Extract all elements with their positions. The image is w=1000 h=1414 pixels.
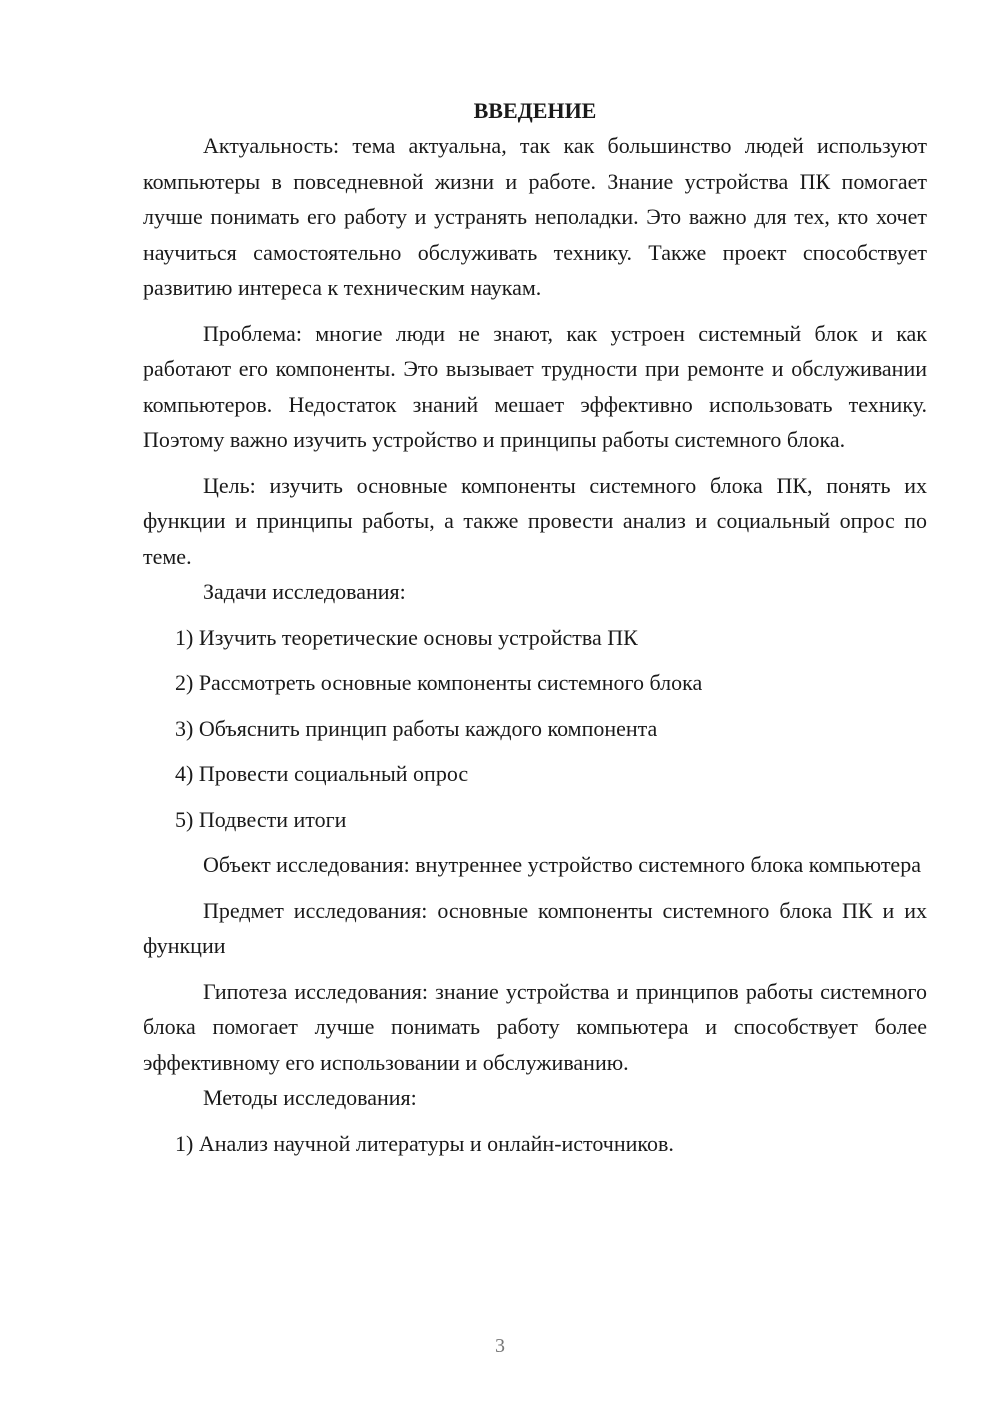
task-item-4: 4) Провести социальный опрос (175, 761, 469, 786)
page-number: 3 (495, 1335, 505, 1357)
goal-paragraph: Цель: изучить основные компоненты системного блока ПК, понять их функции и принципы работы, а также провести анализ и социальный опрос по теме. (143, 472, 927, 569)
object-paragraph: Объект исследования: внутреннее устройство системного блока компьютера (203, 852, 921, 877)
methods-list (143, 1126, 927, 1162)
page-content (143, 93, 927, 1161)
method-item-1: 1) Анализ научной литературы и онлайн-источников. (175, 1130, 674, 1156)
tasks-heading: Задачи исследования: (203, 579, 406, 604)
subject-paragraph: Предмет исследования: основные компоненты системного блока ПК и их функции (143, 897, 927, 958)
hypothesis-paragraph: Гипотеза исследования: знание устройства и принципов работы системного блока помогает лучше понимать работу компьютера и способствует более эффективному его использовании и обслуживанию. (143, 978, 927, 1075)
relevance-paragraph: Актуальность: тема актуальна, так как большинство людей используют компьютеры в повседневной жизни и работе. Знание устройства ПК помогает лучше понимать его работу и устранять неполадки. Это важно для тех, кто хочет научиться самостоятельно обслуживать технику. Также проект способствует развитию интереса к техническим наукам. (143, 133, 927, 300)
section-title: ВВЕДЕНИЕ (473, 98, 597, 123)
task-item-2: 2) Рассмотреть основные компоненты системного блока (175, 670, 703, 695)
tasks-list (143, 620, 927, 838)
task-item-3: 3) Объяснить принцип работы каждого компонента (175, 715, 658, 741)
problem-paragraph: Проблема: многие люди не знают, как устроен системный блок и как работают его компоненты. Это вызывает трудности при ремонте и обслуживании компьютеров. Недостаток знаний мешает эффективно использовать технику. Поэтому важно изучить устройство и принципы работы системного блока. (143, 320, 927, 452)
task-item-1: 1) Изучить теоретические основы устройства ПК (175, 624, 638, 650)
task-item-5: 5) Подвести итоги (175, 806, 347, 832)
methods-heading: Методы исследования: (203, 1085, 417, 1110)
